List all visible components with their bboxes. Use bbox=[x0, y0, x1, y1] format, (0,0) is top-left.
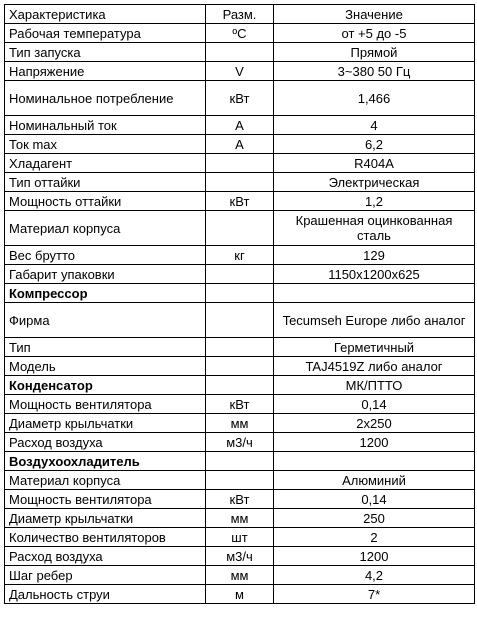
row-unit: ºС bbox=[206, 24, 274, 43]
header-unit: Разм. bbox=[206, 5, 274, 24]
row-value: 250 bbox=[274, 509, 475, 528]
row-unit: м3/ч bbox=[206, 547, 274, 566]
row-characteristic: Материал корпуса bbox=[5, 211, 206, 246]
row-characteristic: Габарит упаковки bbox=[5, 265, 206, 284]
row-unit bbox=[206, 284, 274, 303]
row-characteristic: Тип оттайки bbox=[5, 173, 206, 192]
row-value: Tecumseh Europe либо аналог bbox=[274, 303, 475, 338]
row-unit: кг bbox=[206, 246, 274, 265]
row-characteristic: Количество вентиляторов bbox=[5, 528, 206, 547]
row-unit bbox=[206, 154, 274, 173]
row-unit: кВт bbox=[206, 192, 274, 211]
row-value: 1,2 bbox=[274, 192, 475, 211]
header-value: Значение bbox=[274, 5, 475, 24]
row-unit: А bbox=[206, 135, 274, 154]
row-characteristic: Дальность струи bbox=[5, 585, 206, 604]
table-row bbox=[5, 173, 475, 192]
row-unit bbox=[206, 471, 274, 490]
row-characteristic: Номинальный ток bbox=[5, 116, 206, 135]
row-characteristic: Номинальное потребление bbox=[5, 81, 206, 116]
table-row bbox=[5, 265, 475, 284]
row-unit: V bbox=[206, 62, 274, 81]
row-characteristic: Диаметр крыльчатки bbox=[5, 414, 206, 433]
row-value bbox=[274, 284, 475, 303]
row-value: R404A bbox=[274, 154, 475, 173]
row-characteristic: Мощность вентилятора bbox=[5, 490, 206, 509]
row-characteristic: Тип запуска bbox=[5, 43, 206, 62]
table-row bbox=[5, 528, 475, 547]
row-unit bbox=[206, 43, 274, 62]
row-unit bbox=[206, 265, 274, 284]
row-value: Герметичный bbox=[274, 338, 475, 357]
row-unit bbox=[206, 338, 274, 357]
table-row bbox=[5, 509, 475, 528]
row-unit: шт bbox=[206, 528, 274, 547]
row-value: Прямой bbox=[274, 43, 475, 62]
row-value: 2 bbox=[274, 528, 475, 547]
table-row bbox=[5, 246, 475, 265]
row-characteristic: Ток max bbox=[5, 135, 206, 154]
row-value: Алюминий bbox=[274, 471, 475, 490]
spec-table-body bbox=[5, 5, 475, 604]
row-unit bbox=[206, 376, 274, 395]
row-characteristic: Расход воздуха bbox=[5, 547, 206, 566]
table-row bbox=[5, 414, 475, 433]
table-row bbox=[5, 471, 475, 490]
section-title: Компрессор bbox=[5, 284, 206, 303]
header-row bbox=[5, 5, 475, 24]
header-characteristic: Характеристика bbox=[5, 5, 206, 24]
row-value: 6,2 bbox=[274, 135, 475, 154]
row-unit: м3/ч bbox=[206, 433, 274, 452]
row-characteristic: Вес брутто bbox=[5, 246, 206, 265]
spec-table bbox=[4, 4, 475, 604]
row-value: 4,2 bbox=[274, 566, 475, 585]
table-row bbox=[5, 338, 475, 357]
row-unit bbox=[206, 303, 274, 338]
row-unit: кВт bbox=[206, 395, 274, 414]
section-title: Воздухоохладитель bbox=[5, 452, 206, 471]
row-characteristic: Фирма bbox=[5, 303, 206, 338]
row-characteristic: Напряжение bbox=[5, 62, 206, 81]
row-characteristic: Хладагент bbox=[5, 154, 206, 173]
table-row bbox=[5, 211, 475, 246]
row-characteristic: Материал корпуса bbox=[5, 471, 206, 490]
row-characteristic: Диаметр крыльчатки bbox=[5, 509, 206, 528]
row-value bbox=[274, 452, 475, 471]
row-value: 7* bbox=[274, 585, 475, 604]
table-row bbox=[5, 43, 475, 62]
section-row bbox=[5, 284, 475, 303]
table-row bbox=[5, 566, 475, 585]
row-value: TAJ4519Z либо аналог bbox=[274, 357, 475, 376]
section-row bbox=[5, 452, 475, 471]
row-value: 4 bbox=[274, 116, 475, 135]
row-characteristic: Модель bbox=[5, 357, 206, 376]
section-title: Конденсатор bbox=[5, 376, 206, 395]
row-unit: кВт bbox=[206, 81, 274, 116]
row-characteristic: Расход воздуха bbox=[5, 433, 206, 452]
table-row bbox=[5, 547, 475, 566]
row-value: 1200 bbox=[274, 547, 475, 566]
row-unit: мм bbox=[206, 509, 274, 528]
table-row bbox=[5, 433, 475, 452]
table-row bbox=[5, 116, 475, 135]
table-row bbox=[5, 303, 475, 338]
table-row bbox=[5, 81, 475, 116]
row-unit: А bbox=[206, 116, 274, 135]
row-value: Электрическая bbox=[274, 173, 475, 192]
row-unit: мм bbox=[206, 566, 274, 585]
row-value: 129 bbox=[274, 246, 475, 265]
table-row bbox=[5, 490, 475, 509]
row-value: 0,14 bbox=[274, 395, 475, 414]
row-unit: м bbox=[206, 585, 274, 604]
row-unit bbox=[206, 211, 274, 246]
row-value: 1150х1200х625 bbox=[274, 265, 475, 284]
row-characteristic: Мощность вентилятора bbox=[5, 395, 206, 414]
row-value: 1,466 bbox=[274, 81, 475, 116]
table-row bbox=[5, 357, 475, 376]
table-row bbox=[5, 154, 475, 173]
row-unit: мм bbox=[206, 414, 274, 433]
row-unit bbox=[206, 452, 274, 471]
table-row bbox=[5, 192, 475, 211]
row-value: от +5 до -5 bbox=[274, 24, 475, 43]
table-row bbox=[5, 62, 475, 81]
row-unit: кВт bbox=[206, 490, 274, 509]
row-value: 2х250 bbox=[274, 414, 475, 433]
table-row bbox=[5, 24, 475, 43]
row-value: 1200 bbox=[274, 433, 475, 452]
row-unit bbox=[206, 357, 274, 376]
row-value: 0,14 bbox=[274, 490, 475, 509]
row-unit bbox=[206, 173, 274, 192]
row-value: МК/ПТТО bbox=[274, 376, 475, 395]
table-row bbox=[5, 135, 475, 154]
table-row bbox=[5, 585, 475, 604]
section-row bbox=[5, 376, 475, 395]
row-characteristic: Тип bbox=[5, 338, 206, 357]
row-value: 3~380 50 Гц bbox=[274, 62, 475, 81]
table-row bbox=[5, 395, 475, 414]
row-characteristic: Шаг ребер bbox=[5, 566, 206, 585]
row-characteristic: Рабочая температура bbox=[5, 24, 206, 43]
row-value: Крашенная оцинкованная сталь bbox=[274, 211, 475, 246]
row-characteristic: Мощность оттайки bbox=[5, 192, 206, 211]
